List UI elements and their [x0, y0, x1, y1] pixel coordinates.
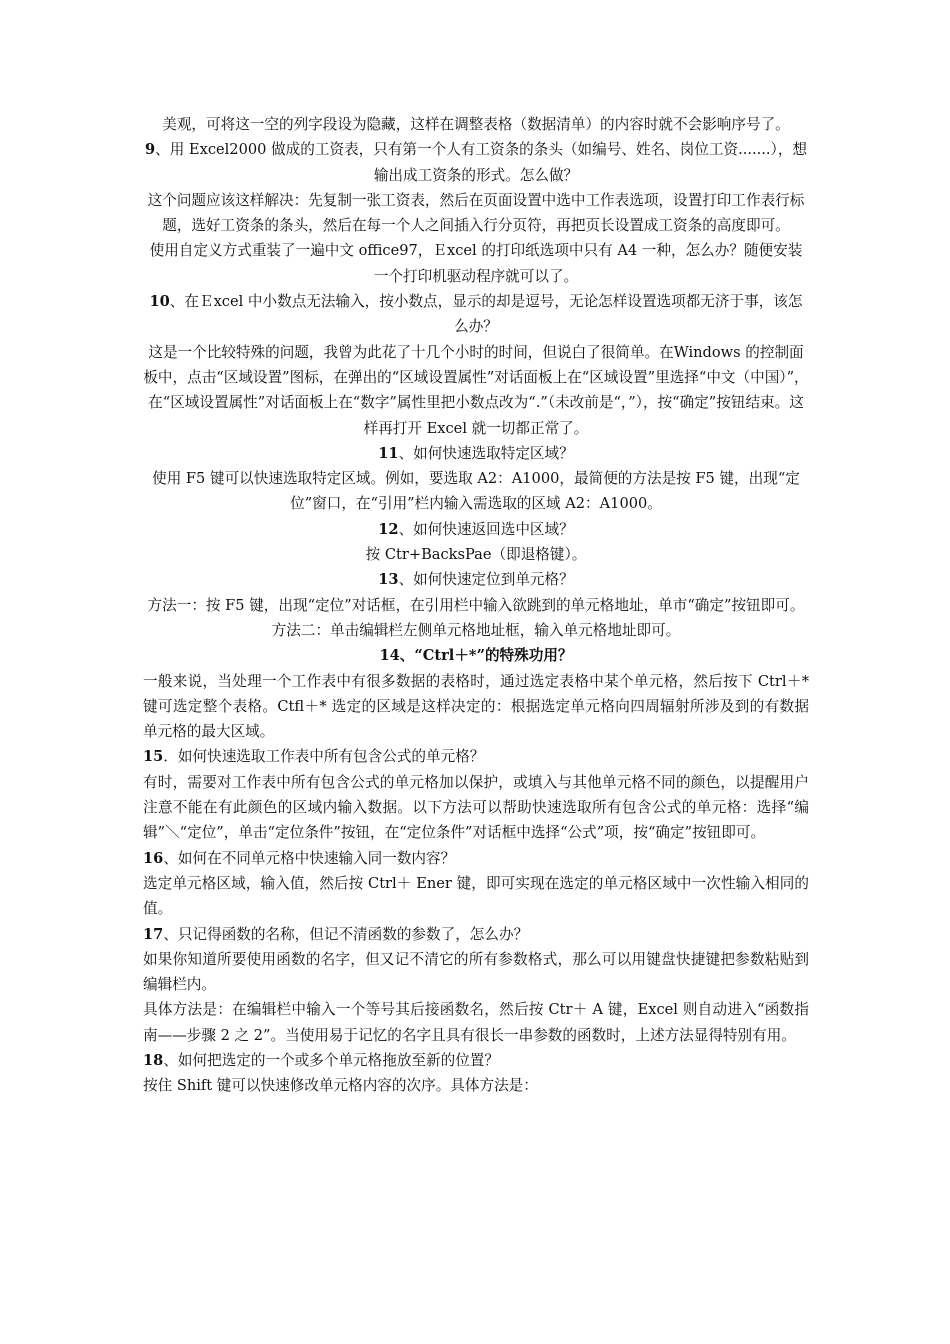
document-page — [143, 112, 809, 1099]
question-text: 、如何快速返回选中区域？ — [398, 520, 574, 538]
answer-9: 这个问题应该这样解决：先复制一张工资表，然后在页面设置中选中工作表选项，设置打印工作表行标题，选好工资条的条头，然后在每一个人之间插入行分页符，再把页长设置成工资条的高度即可。 — [147, 191, 805, 235]
paragraph-intro: 美观，可将这一空的列字段设为隐藏，这样在调整表格（数据清单）的内容时就不会影响序号了。 — [162, 116, 790, 133]
question-13 — [143, 567, 809, 592]
question-number: 16 — [143, 849, 164, 867]
answer-14: 一般来说，当处理一个工作表中有很多数据的表格时，通过选定表格中某个单元格，然后按下 Ctrl＋* 键可选定整个表格。Ctfl＋* 选定的区域是这样决定的：根据选定单元格向四周辐射所涉及到的有数据单元格的最大区域。 — [143, 672, 809, 741]
question-number: 10 — [149, 293, 170, 311]
question-number: 11 — [378, 444, 399, 462]
question-text: ．如何快速选取工作表中所有包含公式的单元格？ — [163, 748, 485, 766]
question-number: 17 — [143, 925, 164, 943]
paragraph-office97: 使用自定义方式重装了一遍中文 office97，Ｅxcel 的打印纸选项中只有 A4 一种，怎么办？随便安装一个打印机驱动程序就可以了。 — [149, 242, 803, 285]
question-text: 、用 Excel2000 做成的工资表，只有第一个人有工资条的条头（如编号、姓名、岗位工资.......），想输出成工资条的形式。怎么做？ — [155, 141, 808, 184]
question-number: 14 — [379, 647, 400, 665]
question-number: 18 — [143, 1051, 164, 1069]
question-text: 、如何快速定位到单元格？ — [398, 571, 574, 589]
answer-16: 选定单元格区域，输入值，然后按 Ctrl＋ Ener 键，即可实现在选定的单元格区域中一次性输入相同的值。 — [143, 874, 809, 918]
answer-17-detail: 具体方法是：在编辑栏中输入一个等号其后接函数名，然后按 Ctr＋ A 键，Excel 则自动进入“函数指南——步骤 2 之 2”。当使用易于记忆的名字且具有很长一串参数的函数时，上述方法显得特别有用。 — [143, 1001, 809, 1044]
question-text: 、如何在不同单元格中快速输入同一数内容？ — [163, 849, 456, 867]
answer-12: 按 Ctr+BacksPae（即退格键）。 — [365, 546, 587, 564]
question-text: 、在Ｅxcel 中小数点无法输入，按小数点，显示的却是逗号，无论怎样设置选项都无济于事，该怎么办？ — [169, 293, 803, 336]
question-number: 15 — [143, 748, 164, 766]
question-number: 9 — [144, 141, 156, 159]
question-10 — [143, 289, 809, 340]
question-15 — [143, 744, 809, 769]
question-number: 12 — [378, 520, 399, 538]
question-11 — [143, 441, 809, 466]
answer-13-method-2: 方法二：单击编辑栏左侧单元格地址框，输入单元格地址即可。 — [271, 621, 681, 639]
question-text: 、如何把选定的一个或多个单元格拖放至新的位置？ — [163, 1051, 499, 1069]
question-17 — [143, 922, 809, 947]
question-text: 、“Ctrl＋*”的特殊功用？ — [399, 647, 573, 665]
question-number: 13 — [378, 571, 399, 589]
answer-17: 如果你知道所要使用函数的名字，但又记不清它的所有参数格式，那么可以用键盘快捷键把参数粘贴到编辑栏内。 — [143, 950, 809, 994]
question-text: 、如何快速选取特定区域？ — [398, 444, 574, 462]
question-12 — [143, 517, 809, 542]
question-9 — [143, 137, 809, 188]
answer-11: 使用 F5 键可以快速选取特定区域。例如，要选取 A2：A1000，最简便的方法是按 F5 键，出现“定位”窗口，在“引用”栏内输入需选取的区域 A2：A1000。 — [152, 470, 800, 513]
question-text: 、只记得函数的名称，但记不清函数的参数了，怎么办？ — [163, 925, 529, 943]
answer-13-method-1: 方法一：按 F5 键，出现“定位”对话框，在引用栏中输入欲跳到的单元格地址，单市“确定”按钮即可。 — [147, 596, 805, 614]
question-16 — [143, 846, 809, 871]
question-18 — [143, 1048, 809, 1073]
answer-18: 按住 Shift 键可以快速修改单元格内容的次序。具体方法是： — [143, 1077, 538, 1095]
question-14 — [143, 643, 809, 668]
answer-10: 这是一个比较特殊的问题，我曾为此花了十几个小时的时间，但说白了很简单。在Windows 的控制面板中，点击“区域设置”图标，在弹出的“区域设置属性”对话面板上在“区域设置”里选择“中文（中国）”，在“区域设置属性”对话面板上在“数字”属性里把小数点改为“.”（未改前是“，”），按“确定”按钮结束。这样再打开 Excel 就一切都正常了。 — [143, 343, 809, 437]
answer-15: 有时，需要对工作表中所有包含公式的单元格加以保护，或填入与其他单元格不同的颜色，以提醒用户注意不能在有此颜色的区域内输入数据。以下方法可以帮助快速选取所有包含公式的单元格：选择“编辑”＼“定位”，单击“定位条件”按钮，在“定位条件”对话框中选择“公式”项，按“确定”按钮即可。 — [143, 773, 809, 842]
